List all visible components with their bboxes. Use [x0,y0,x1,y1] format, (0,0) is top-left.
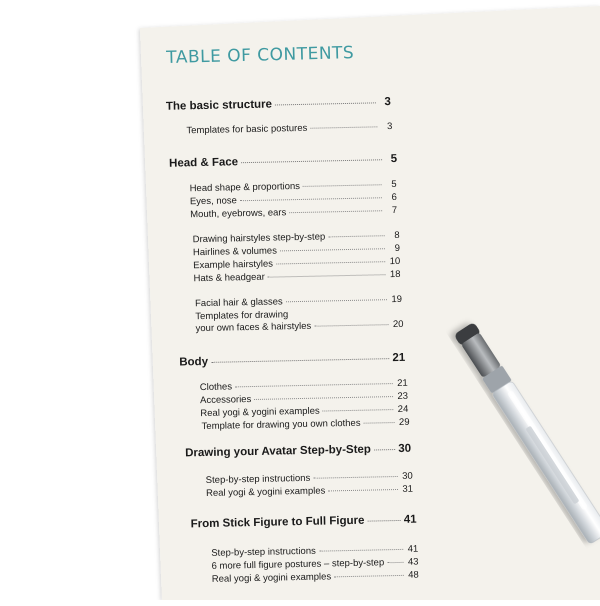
section-body[interactable] [179,352,405,369]
page-number: 9 [394,242,401,255]
item-label: Templates for basic postures [186,122,308,137]
leader-dots [334,575,404,577]
toc-item[interactable] [212,570,419,585]
page-number: 21 [397,377,408,389]
toc-item[interactable] [202,417,410,432]
item-label: Real yogi & yogini examples [205,485,326,500]
page-number: 31 [402,483,414,495]
section-title: Drawing your Avatar Step-by-Step [185,443,372,460]
leader-dots [328,489,398,491]
leader-dots [289,210,382,213]
page-number: 48 [408,569,419,581]
section-head-face[interactable] [169,153,397,170]
leader-dots [314,324,388,327]
leader-dots [303,184,382,187]
page-number: 10 [389,255,401,268]
page-number: 20 [392,318,404,331]
section-drawing-avatar[interactable] [185,443,411,460]
item-label: Real yogi & yogini examples [200,405,320,420]
page-number: 41 [407,543,419,555]
toc-item[interactable] [195,294,402,309]
leader-dots [235,383,393,387]
item-label: Drawing hairstyles step-by-step [192,231,326,246]
toc-item[interactable] [186,121,392,136]
item-label: your own faces & hairstyles [195,320,312,335]
toc-item-label-line1: Templates for drawing [195,309,289,323]
item-label: Facial hair & glasses [194,296,283,310]
section-title: Body [179,355,209,369]
item-label: Mouth, eyebrows, ears [190,207,287,221]
leader-dots [319,549,403,552]
page-number: 5 [391,178,397,191]
item-label: Head shape & proportions [189,180,301,195]
page-number: 43 [407,556,419,568]
section-title: The basic structure [165,98,273,113]
item-label: Real yogi & yogini examples [211,571,332,585]
page-number: 18 [389,268,401,281]
item-label: Eyes, nose [189,195,238,208]
leader-dots [364,422,395,424]
toc-item[interactable] [206,484,413,499]
leader-dots [268,274,386,277]
item-label: Hats & headgear [193,271,265,285]
page-number: 3 [384,96,392,109]
leader-dots [280,248,385,251]
page-number: 5 [390,152,398,166]
leader-dots [275,102,376,105]
leader-dots [387,562,403,563]
leader-dots [286,299,387,302]
page-number: 24 [397,403,409,415]
page-number: 19 [391,293,403,306]
page-number: 6 [391,191,397,204]
item-label: Step-by-step instructions [205,472,311,487]
leader-dots [310,126,377,128]
page-number: 30 [398,442,412,455]
item-label: Clothes [199,381,233,394]
page-number: 30 [402,470,413,482]
section-title: Head & Face [168,156,239,170]
item-label: Hairlines & volumes [192,245,278,259]
section-basic-structure[interactable] [166,96,391,113]
item-label: 6 more full figure postures – step-by-step [211,557,385,572]
item-label: Accessories [199,394,252,407]
leader-dots [276,261,385,264]
leader-dots [313,476,397,479]
section-title: From Stick Figure to Full Figure [190,514,365,531]
item-label: Template for drawing you own clothes [201,417,361,433]
toc-item[interactable] [193,269,400,284]
leader-dots [367,520,400,522]
page-number: 41 [403,513,417,526]
leader-dots [211,358,389,363]
item-label: Example hairstyles [193,258,274,272]
page-number: 3 [386,121,393,133]
page-number: 21 [392,351,406,365]
leader-dots [240,197,382,201]
toc-title: TABLE OF CONTENTS [166,43,355,68]
toc-item[interactable] [190,205,397,220]
leader-dots [374,449,395,450]
page-number: 23 [397,390,409,402]
page-number: 29 [398,416,410,428]
page-number: 8 [394,229,400,242]
leader-dots [323,409,394,411]
page-number: 7 [391,204,398,217]
leader-dots [328,235,384,237]
leader-dots [254,396,393,400]
leader-dots [241,159,382,163]
item-label: Step-by-step instructions [211,545,316,559]
section-stick-figure[interactable] [191,514,417,531]
